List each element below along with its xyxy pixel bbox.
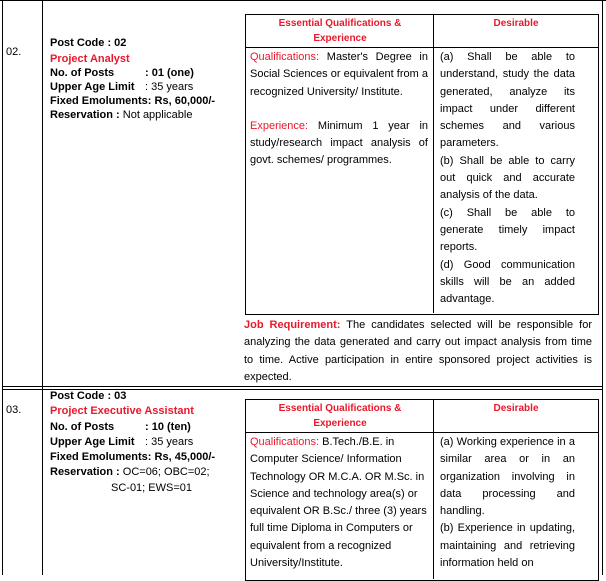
post-details <box>50 36 240 122</box>
post-code: Post Code : 03 <box>50 390 127 402</box>
serial-number: 02. <box>6 46 22 58</box>
field-row: No. of Posts : 10 (ten) <box>50 420 191 433</box>
field-row: Fixed Emoluments: Rs, 45,000/- <box>50 451 216 464</box>
desirable-item: (b) Shall be able to carry out quick and accurate analysis of the data. <box>440 154 575 202</box>
experience-label: Experience: <box>250 119 309 132</box>
field-row: Reservation : OC=06; OBC=02; <box>50 466 210 479</box>
field-row: No. of Posts : 01 (one) <box>50 67 194 79</box>
desirable-cell <box>440 434 575 572</box>
serial-number: 03. <box>6 404 22 416</box>
field-row: Upper Age Limit : 35 years <box>50 81 194 93</box>
field-row: Reservation : Not applicable <box>50 109 193 121</box>
post-title: Project Analyst <box>50 53 130 65</box>
header-qualifications: Essential Qualifications & Experience <box>278 18 402 44</box>
post-title: Project Executive Assistant <box>50 405 194 418</box>
inner-header-divider <box>245 47 598 48</box>
job-requirement: Job Requirement: The candidates selected will be responsible for analyzing the data generated and carry out impact analysis from time to time. Active participation in entire sponsored project activities is expected. <box>244 319 593 383</box>
desirable-item: (a) Working experience in a similar area or in an organization involving in data processing and handling. <box>440 436 575 518</box>
qualifications-label: Qualifications: <box>250 51 320 63</box>
table-right-border <box>602 0 603 575</box>
desirable-item: (b) Experience in updating, maintaining and retrieving information held on <box>440 522 575 570</box>
table-left-border <box>2 0 3 575</box>
desirable-cell <box>440 49 575 308</box>
desirable-item: (d) Good communication skills will be an added advantage. <box>440 258 575 306</box>
table-top-border <box>0 0 606 1</box>
inner-header-divider <box>245 432 598 433</box>
inner-column-divider <box>433 14 434 313</box>
qualifications-cell: Qualifications: Master's Degree in Social Sciences or equivalent from a recognized University/ Institute. Experience: Minimum 1 year in study/research impact analysis of govt. schemes/ programmes. <box>250 51 429 167</box>
desirable-item: (c) Shall be able to generate timely impact reports. <box>440 206 575 254</box>
header-qualifications: Essential Qualifications & Experience <box>278 403 402 429</box>
header-desirable: Desirable <box>493 18 539 29</box>
inner-column-divider <box>433 399 434 579</box>
post-code: Post Code : 02 <box>50 37 127 49</box>
job-requirement-label: Job Requirement: <box>244 319 341 331</box>
desirable-item: (a) Shall be able to understand, study the data generated, analyze its impact under different schemes and various parameters. <box>440 51 575 150</box>
field-row: Upper Age Limit : 35 years <box>50 435 194 448</box>
post-details <box>50 389 240 496</box>
serial-column-divider <box>42 0 43 575</box>
qualifications-cell: Qualifications: B.Tech./B.E. in Computer Science/ Information Technology OR M.C.A. OR M.Sc. in Science and technology area(s) or equivalent OR B.Sc./ three (3) years full time Diploma in Computers or equivalent from a recognized University/Institute. <box>250 436 427 570</box>
qualifications-label: Qualifications: <box>250 436 320 448</box>
header-desirable: Desirable <box>493 403 539 414</box>
field-row: Fixed Emoluments: Rs, 60,000/- <box>50 95 216 107</box>
field-row-continued: SC-01; EWS=01 <box>111 481 193 494</box>
